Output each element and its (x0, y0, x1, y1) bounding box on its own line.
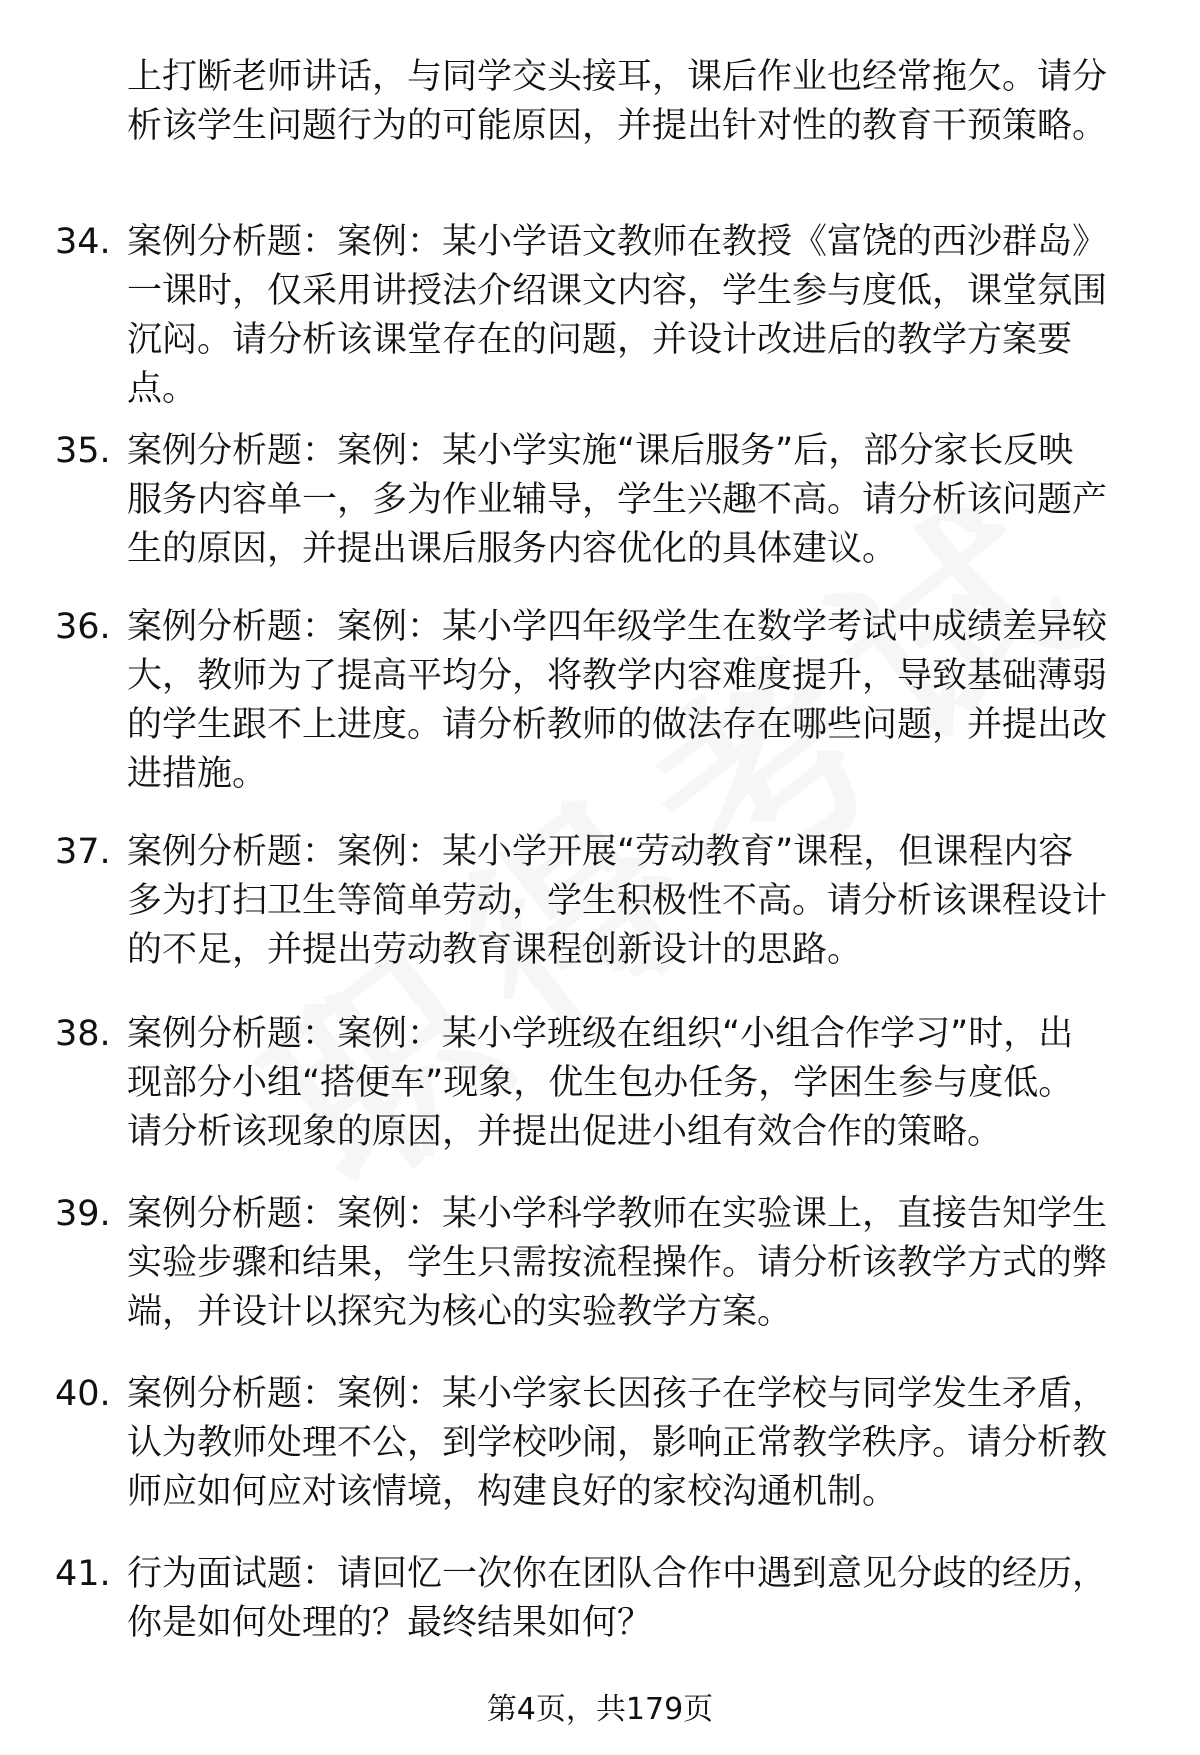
text-line: 案例分析题：案例：某小学开展“劳动教育”课程，但课程内容 (127, 832, 1074, 872)
question-number: 36. (55, 607, 111, 647)
text-line: 实验步骤和结果，学生只需按流程操作。请分析该教学方式的弊 (127, 1243, 1108, 1283)
text-line: 案例分析题：案例：某小学家长因孩子在学校与同学发生矛盾， (127, 1374, 1108, 1414)
text-line: 的学生跟不上进度。请分析教师的做法存在哪些问题，并提出改 (127, 705, 1108, 745)
question-number: 37. (55, 832, 111, 872)
question-number: 34. (55, 222, 111, 262)
text-line: 析该学生问题行为的可能原因，并提出针对性的教育干预策略。 (127, 106, 1108, 146)
question-number: 35. (55, 431, 111, 471)
text-line: 大，教师为了提高平均分，将教学内容难度提升，导致基础薄弱 (127, 656, 1108, 696)
text-line: 认为教师处理不公，到学校吵闹，影响正常教学秩序。请分析教 (127, 1423, 1108, 1463)
text-line: 点。 (127, 369, 198, 409)
text-line: 你是如何处理的？最终结果如何？ (127, 1603, 653, 1643)
text-line: 服务内容单一，多为作业辅导，学生兴趣不高。请分析该问题产 (127, 480, 1108, 520)
text-line: 现部分小组“搭便车”现象，优生包办任务，学困生参与度低。 (127, 1063, 1074, 1103)
text-line: 一课时，仅采用讲授法介绍课文内容，学生参与度低，课堂氛围 (127, 271, 1108, 311)
text-line: 案例分析题：案例：某小学科学教师在实验课上，直接告知学生 (127, 1194, 1108, 1234)
text-line: 端，并设计以探究为核心的实验教学方案。 (127, 1292, 793, 1332)
text-line: 案例分析题：案例：某小学班级在组织“小组合作学习”时，出 (127, 1014, 1074, 1054)
question-number: 39. (55, 1194, 111, 1234)
text-line: 上打断老师讲话，与同学交头接耳，课后作业也经常拖欠。请分 (127, 57, 1108, 97)
text-line: 进措施。 (127, 754, 268, 794)
text-line: 沉闷。请分析该课堂存在的问题，并设计改进后的教学方案要 (127, 320, 1073, 360)
text-line: 生的原因，并提出课后服务内容优化的具体建议。 (127, 529, 898, 569)
question-number: 38. (55, 1014, 111, 1054)
text-line: 案例分析题：案例：某小学四年级学生在数学考试中成绩差异较 (127, 607, 1108, 647)
text-line: 师应如何应对该情境，构建良好的家校沟通机制。 (127, 1472, 898, 1512)
text-line: 的不足，并提出劳动教育课程创新设计的思路。 (127, 930, 863, 970)
text-line: 行为面试题：请回忆一次你在团队合作中遇到意见分歧的经历， (127, 1554, 1108, 1594)
text-line: 多为打扫卫生等简单劳动，学生积极性不高。请分析该课程设计 (127, 881, 1108, 921)
text-line: 案例分析题：案例：某小学语文教师在教授《富饶的西沙群岛》 (127, 222, 1108, 262)
question-number: 40. (55, 1374, 111, 1414)
text-line: 案例分析题：案例：某小学实施“课后服务”后，部分家长反映 (127, 431, 1074, 471)
text-line: 请分析该现象的原因，并提出促进小组有效合作的策略。 (127, 1112, 1003, 1152)
page-number: 第4页，共179页 (486, 1692, 714, 1727)
question-number: 41. (55, 1554, 111, 1594)
